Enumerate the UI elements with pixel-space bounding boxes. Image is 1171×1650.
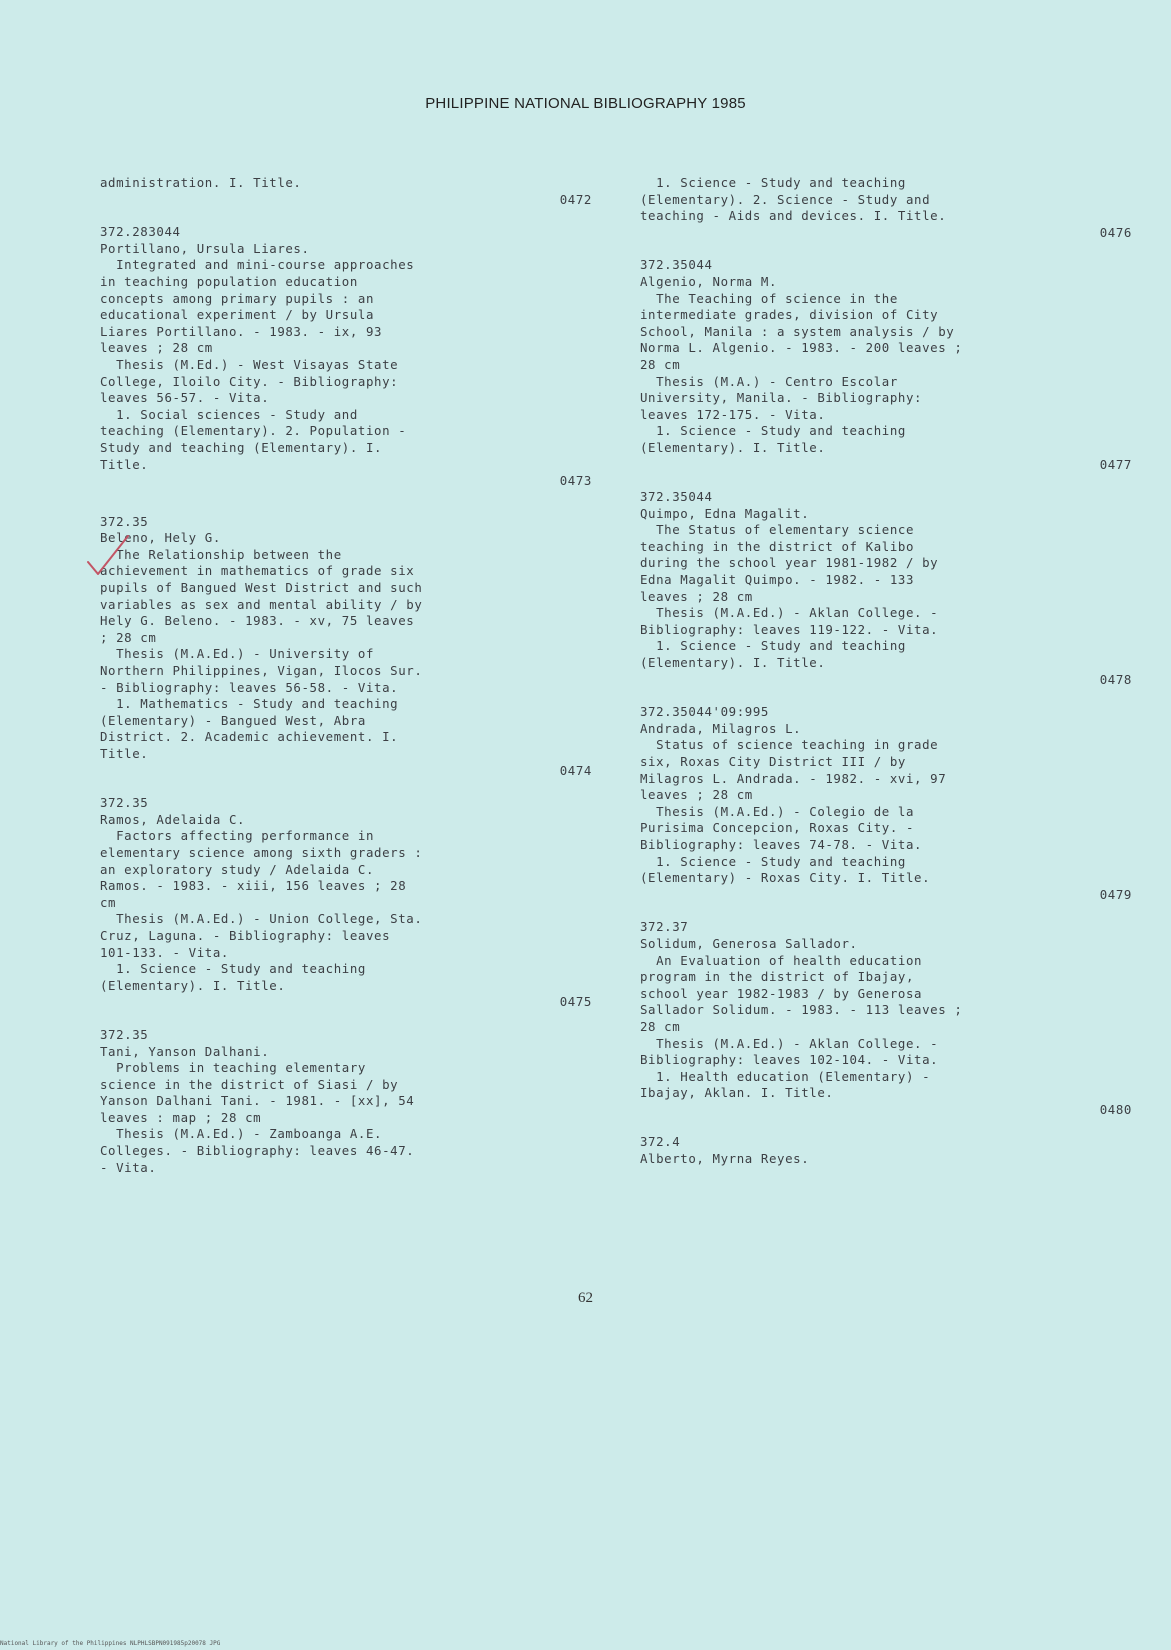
- entry-line: in teaching population education: [100, 273, 358, 289]
- entry-line: Norma L. Algenio. - 1983. - 200 leaves ;: [640, 340, 963, 356]
- entry-line: cm: [100, 894, 117, 910]
- entry: [640, 489, 1140, 688]
- entry-line: 28 cm: [640, 356, 681, 372]
- entry-line: 372.35044: [640, 489, 713, 505]
- entry-line: (Elementary) - Roxas City. I. Title.: [640, 870, 931, 886]
- entry-line: Sallador Solidum. - 1983. - 113 leaves ;: [640, 1002, 963, 1018]
- entry-line: leaves ; 28 cm: [640, 787, 753, 803]
- entry-line: 1. Social sciences - Study and: [100, 406, 358, 422]
- entry-line: Title.: [100, 746, 149, 761]
- entry-line: 28 cm: [640, 1018, 681, 1034]
- entry-number: 0474: [559, 762, 592, 778]
- entry-line: six, Roxas City District III / by: [640, 754, 906, 769]
- left-column: [100, 175, 600, 1176]
- entry-line: Title.: [100, 456, 149, 472]
- entry-line: University, Manila. - Bibliography:: [640, 390, 923, 406]
- entry-line: Thesis (M.A.Ed.) - Aklan College. -: [640, 1035, 939, 1051]
- entry-line: Edna Magalit Quimpo. - 1982. - 133: [640, 572, 915, 588]
- entry-line: Study and teaching (Elementary). I.: [100, 439, 383, 455]
- entry-line: (Elementary). I. Title.: [640, 655, 826, 671]
- entry-line: Quimpo, Edna Magalit.: [640, 505, 810, 521]
- entry-line: 1. Mathematics - Study and teaching: [100, 696, 399, 712]
- entry-line: leaves ; 28 cm: [640, 588, 753, 604]
- entry-line: 372.4: [640, 1134, 681, 1150]
- entry-line: 372.35: [100, 795, 149, 811]
- entry-line: Northern Philippines, Vigan, Ilocos Sur.: [100, 663, 423, 679]
- entry-line: Thesis (M.A.) - Centro Escolar: [640, 373, 898, 389]
- entry-line: variables as sex and mental ability / by: [100, 596, 423, 612]
- entry-line: achievement in mathematics of grade six: [100, 563, 415, 579]
- page-header: PHILIPPINE NATIONAL BIBLIOGRAPHY 1985: [425, 95, 746, 112]
- entry-line: ; 28 cm: [100, 629, 157, 645]
- entry-line: (Elementary). I. Title.: [640, 439, 826, 455]
- entry-line: College, Iloilo City. - Bibliography:: [100, 373, 399, 389]
- entry-number: 0476: [1099, 224, 1132, 240]
- entry-line: educational experiment / by Ursula: [100, 307, 375, 323]
- entry-line: leaves ; 28 cm: [100, 340, 213, 356]
- entry-line: The Status of elementary science: [640, 522, 915, 538]
- entry-line: Thesis (M.A.Ed.) - Colegio de la: [640, 803, 915, 819]
- entry-line: Bibliography: leaves 119-122. - Vita.: [640, 621, 939, 637]
- entry-line: Ibajay, Aklan. I. Title.: [640, 1085, 834, 1101]
- entry-line: Thesis (M.A.Ed.) - Union College, Sta.: [100, 911, 423, 927]
- entry: [640, 257, 1140, 473]
- entry-line: concepts among primary pupils : an: [100, 290, 375, 306]
- entry-line: Yanson Dalhani Tani. - 1981. - [xx], 54: [100, 1093, 415, 1109]
- entry-line: Portillano, Ursula Liares.: [100, 240, 310, 256]
- entry-line: School, Manila : a system analysis / by: [640, 323, 955, 339]
- entry: [640, 175, 1140, 241]
- entry-line: Hely G. Beleno. - 1983. - xv, 75 leaves: [100, 613, 415, 629]
- entry-line: leaves 56-57. - Vita.: [100, 390, 270, 406]
- entry-line: 1. Science - Study and teaching: [640, 423, 906, 439]
- entry-line: pupils of Bangued West District and such: [100, 580, 423, 596]
- entry-line: Algenio, Norma M.: [640, 273, 778, 289]
- entry-line: Tani, Yanson Dalhani.: [100, 1043, 270, 1059]
- entry-number: 0479: [1099, 886, 1132, 902]
- entry-line: Thesis (M.A.Ed.) - Zamboanga A.E.: [100, 1126, 383, 1142]
- entry-line: Thesis (M.Ed.) - West Visayas State: [100, 356, 399, 372]
- entry-line: Integrated and mini-course approaches: [100, 257, 415, 273]
- entry-number: 0480: [1099, 1101, 1132, 1117]
- entry-line: administration. I. Title.: [100, 175, 302, 190]
- entry: [640, 1134, 1140, 1167]
- entry: [640, 704, 1140, 903]
- entry-line: teaching in the district of Kalibo: [640, 538, 915, 554]
- entry-line: Factors affecting performance in: [100, 828, 375, 844]
- entry-line: Solidum, Generosa Sallador.: [640, 935, 858, 951]
- entry-line: 101-133. - Vita.: [100, 944, 229, 960]
- entry-line: The Teaching of science in the: [640, 290, 898, 306]
- entry-number: 0473: [559, 473, 592, 489]
- entry-line: 1. Science - Study and teaching: [640, 638, 906, 654]
- entry-line: - Vita.: [100, 1159, 157, 1175]
- entry-line: teaching - Aids and devices. I. Title.: [640, 208, 947, 224]
- entry-line: Andrada, Milagros L.: [640, 720, 802, 736]
- scan-footer: National Library of the Philippines NLPHLSBPN091985p20078 JPG: [0, 1640, 221, 1647]
- entry-line: Alberto, Myrna Reyes.: [640, 1151, 810, 1167]
- entry-line: Status of science teaching in grade: [640, 737, 939, 753]
- entry-line: Purisima Concepcion, Roxas City. -: [640, 820, 915, 836]
- entry-line: during the school year 1981-1982 / by: [640, 555, 939, 571]
- entry: [100, 514, 600, 780]
- entry-line: An Evaluation of health education: [640, 952, 923, 968]
- entry-line: 1. Health education (Elementary) -: [640, 1068, 931, 1084]
- right-column: [640, 175, 1140, 1168]
- entry: [100, 795, 600, 1011]
- entry-line: 372.35044: [640, 257, 713, 273]
- entry-line: 372.35: [100, 1026, 149, 1042]
- entry-line: 1. Science - Study and teaching: [100, 961, 366, 977]
- entry-line: Cruz, Laguna. - Bibliography: leaves: [100, 927, 391, 943]
- entry-line: Milagros L. Andrada. - 1982. - xvi, 97: [640, 770, 947, 786]
- entry-line: 372.35: [100, 513, 149, 529]
- entry-line: intermediate grades, division of City: [640, 307, 939, 323]
- entry-line: 372.35044'09:995: [640, 704, 769, 720]
- entry-line: elementary science among sixth graders :: [100, 844, 423, 860]
- entry-line: leaves : map ; 28 cm: [100, 1109, 262, 1125]
- entry-line: science in the district of Siasi / by: [100, 1076, 399, 1092]
- entry-line: - Bibliography: leaves 56-58. - Vita.: [100, 679, 399, 695]
- entry-number: 0478: [1099, 671, 1132, 687]
- entry-line: The Relationship between the: [100, 546, 342, 562]
- entry-line: Thesis (M.A.Ed.) - University of: [100, 646, 375, 662]
- entry-line: (Elementary). I. Title.: [100, 977, 286, 993]
- entry-line: Thesis (M.A.Ed.) - Aklan College. -: [640, 605, 939, 621]
- entry-line: leaves 172-175. - Vita.: [640, 406, 826, 422]
- entry-line: Liares Portillano. - 1983. - ix, 93: [100, 323, 383, 339]
- entry-line: (Elementary). 2. Science - Study and: [640, 191, 931, 207]
- entry-line: 1. Science - Study and teaching: [640, 175, 906, 190]
- entry-line: 1. Science - Study and teaching: [640, 853, 906, 869]
- entry-line: Ramos, Adelaida C.: [100, 811, 246, 827]
- entry-line: teaching (Elementary). 2. Population -: [100, 423, 407, 439]
- checkmark-icon: [86, 532, 132, 578]
- entry: [100, 224, 600, 490]
- entry-line: Beleno, Hely G.: [100, 530, 221, 546]
- entry-line: 372.37: [640, 919, 689, 935]
- entry-number: 0475: [559, 994, 592, 1010]
- entry-line: District. 2. Academic achievement. I.: [100, 729, 399, 745]
- entry-line: Bibliography: leaves 74-78. - Vita.: [640, 836, 923, 852]
- entry-number: 0472: [559, 191, 592, 207]
- entry-line: Problems in teaching elementary: [100, 1060, 366, 1076]
- entry-line: Colleges. - Bibliography: leaves 46-47.: [100, 1143, 415, 1159]
- entry: [100, 1027, 600, 1176]
- entry-line: an exploratory study / Adelaida C.: [100, 861, 375, 877]
- entry-line: (Elementary) - Bangued West, Abra: [100, 712, 366, 728]
- entry-line: school year 1982-1983 / by Generosa: [640, 985, 923, 1001]
- entry: [640, 919, 1140, 1118]
- entry: [100, 175, 600, 208]
- entry-number: 0477: [1099, 456, 1132, 472]
- entry-line: program in the district of Ibajay,: [640, 969, 915, 985]
- page-number: 62: [578, 1290, 593, 1306]
- entry-line: 372.283044: [100, 224, 181, 240]
- entry-line: Ramos. - 1983. - xiii, 156 leaves ; 28: [100, 878, 407, 894]
- entry-line: Bibliography: leaves 102-104. - Vita.: [640, 1052, 939, 1068]
